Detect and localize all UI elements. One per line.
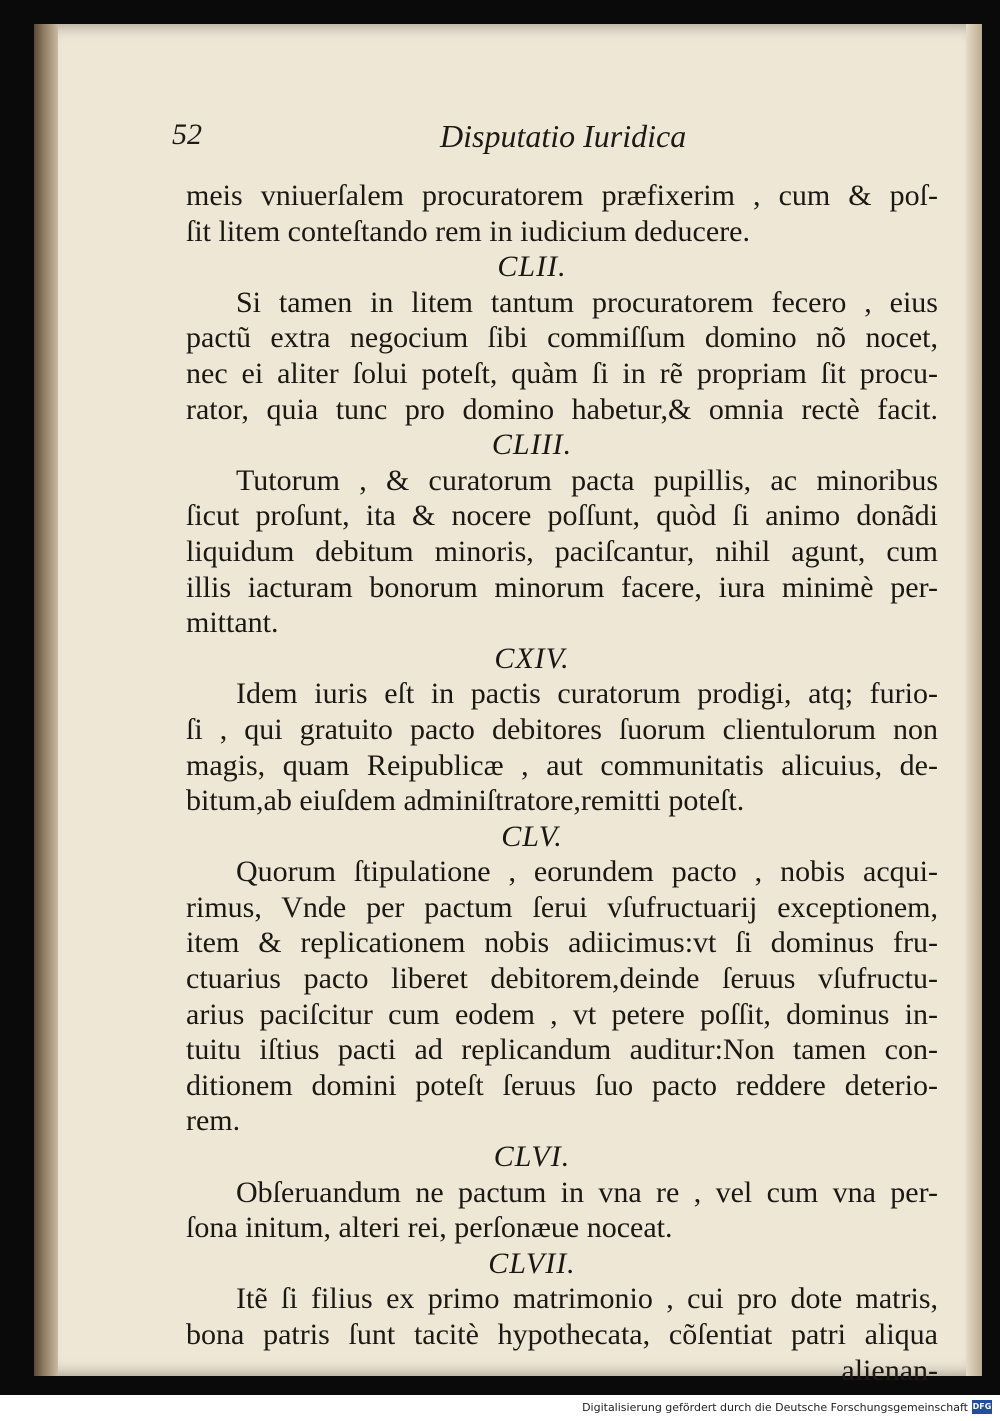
text-line: magis, quam Reipublicæ , aut communitatis alicuius, de-: [186, 748, 938, 782]
text-line: ſona initum, alteri rei, perſonæue noceat.: [186, 1211, 673, 1245]
text-line: ſit litem conteſtando rem in iudicium deducere.: [186, 214, 750, 248]
text-line: rem.: [186, 1104, 241, 1138]
thesis-number: CLVII.: [488, 1246, 576, 1280]
book-spine: [34, 24, 58, 1376]
text-line: meis vniuerſalem procuratorem præfixerim , cum & poſ-: [186, 179, 938, 212]
running-title: Disputatio Iuridica: [440, 118, 687, 154]
text-line: ditionem domini poteſt ſeruus ſuo pacto reddere deterio-: [186, 1068, 938, 1102]
text-line: Idem iuris eſt in pactis curatorum prodigi, atq; furio-: [236, 677, 938, 711]
page-edge: [966, 24, 982, 1376]
text-line: Quorum ſtipulatione , eorundem pacto , nobis acqui-: [236, 855, 938, 889]
text-line: tuitu iſtius pacti ad replicandum auditur:Non tamen con-: [186, 1033, 938, 1067]
text-line: rator, quia tunc pro domino habetur,& omnia rectè facit.: [186, 392, 938, 426]
text-line: arius paciſcitur cum eodem , vt petere poſſit, dominus in-: [186, 997, 938, 1031]
dfg-logo: DFG: [972, 1400, 992, 1414]
text-line: ctuarius pacto liberet debitorem,deinde ſeruus vſufructu-: [186, 962, 938, 996]
text-line: rimus, Vnde per pactum ſerui vſufructuarij exceptionem,: [186, 890, 938, 924]
text-line: pactũ extra negocium ſibi commiſſum domino nõ nocet,: [186, 321, 938, 355]
thesis-number: CLVI.: [493, 1140, 571, 1174]
text-line: Si tamen in litem tantum procuratorem fecero , eius: [236, 285, 938, 319]
text-line: bitum,ab eiuſdem adminiſtratore,remitti poteſt.: [186, 784, 745, 818]
text-line: illis iacturam bonorum minorum facere, iura minimè per-: [186, 570, 938, 604]
body-text: [186, 178, 938, 1388]
catchword: alienan-: [841, 1353, 938, 1387]
thesis-number: CXIV.: [494, 641, 570, 675]
text-line: mittant.: [186, 606, 279, 640]
text-line: ſi , qui gratuito pacto debitores ſuorum clientulorum non: [186, 712, 938, 746]
thesis-number: CLV.: [501, 819, 563, 853]
text-line: item & replicationem nobis adiicimus:vt ſi dominus fru-: [186, 926, 938, 960]
text-line: Itẽ ſi filius ex primo matrimonio , cui pro dote matris,: [236, 1282, 938, 1316]
text-line: ſicut proſunt, ita & nocere poſſunt, quòd ſi animo donãdi: [186, 499, 938, 533]
text-line: liquidum debitum minoris, paciſcantur, nihil agunt, cum: [186, 534, 938, 568]
footer-bar: [0, 1395, 1000, 1421]
text-line: nec ei aliter ſolui poteſt, quàm ſi in rẽ propriam ſit procu-: [186, 356, 938, 390]
text-line: Tutorum , & curatorum pacta pupillis, ac minoribus: [236, 463, 938, 497]
thesis-number: CLII.: [497, 250, 567, 284]
page-header: [172, 118, 912, 158]
text-line: Obſeruandum ne pactum in vna re , vel cum vna per-: [236, 1175, 938, 1209]
text-line: bona patris ſunt tacitè hypothecata, cõſentiat patri aliqua: [186, 1318, 938, 1351]
page-number: 52: [172, 118, 202, 151]
thesis-number: CLIII.: [491, 428, 573, 462]
funding-credit: Digitalisierung gefördert durch die Deutsche Forschungsgemeinschaft: [582, 1401, 968, 1414]
